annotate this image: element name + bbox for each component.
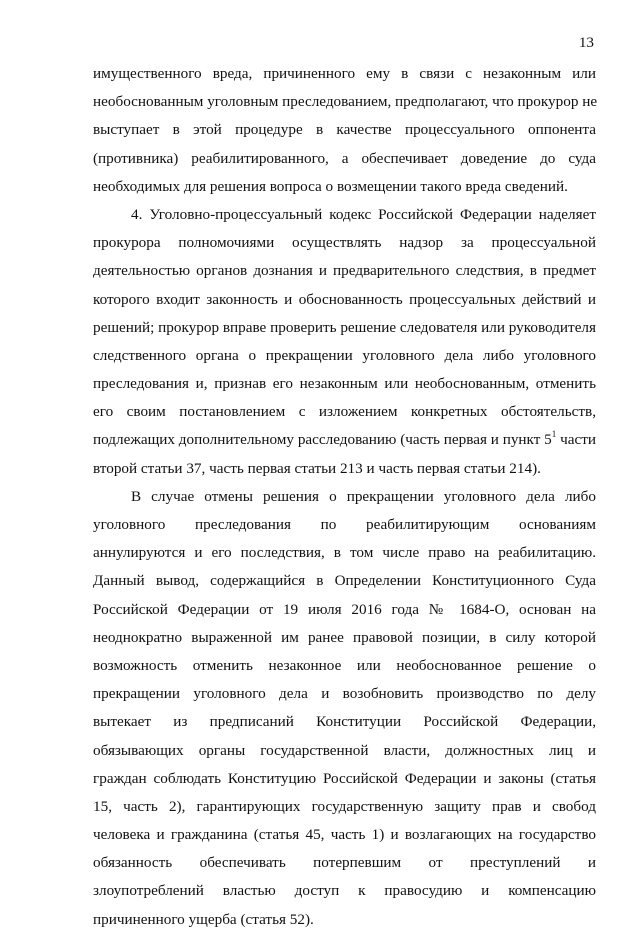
text-line: прокурора полномочиями осуществлять надзор за процессуальной	[93, 234, 596, 252]
text-line: необоснованным уголовным преследованием, предполагают, что прокурор не	[93, 93, 598, 111]
text-line: граждан соблюдать Конституцию Российской Федерации и законы (статья	[93, 769, 596, 787]
text-line: В случае отмены решения о прекращении уголовного дела либо	[131, 487, 596, 505]
text-line: выступает в этой процедуре в качестве процессуального оппонента	[93, 121, 596, 139]
superscript: 1	[551, 429, 557, 440]
text-line: второй статьи 37, часть первая статьи 213 и часть первая статьи 214).	[93, 459, 541, 477]
text-line: деятельностью органов дознания и предварительного следствия, в предмет	[93, 262, 596, 280]
text-line: преследования и, признав его незаконным или необоснованным, отменить	[93, 375, 596, 393]
text-line: злоупотреблений властью доступ к правосудию и компенсацию	[93, 882, 596, 900]
text-line: обязывающих органы государственной власти, должностных лиц и	[93, 741, 596, 759]
text-line: неоднократно выраженной им ранее правовой позиции, в силу которой	[93, 628, 596, 646]
paragraph-3	[93, 483, 596, 934]
text-line: Российской Федерации от 19 июля 2016 года № 1684-О, основан на	[93, 600, 596, 618]
text-line: решений; прокурор вправе проверить решение следователя или руководителя	[93, 318, 596, 336]
text-line: имущественного вреда, причиненного ему в связи с незаконным или	[93, 65, 596, 82]
text-line: вытекает из предписаний Конституции Российской Федерации,	[93, 713, 596, 731]
page-number: 13	[578, 34, 594, 51]
paragraph-1	[93, 60, 596, 201]
text-line: следственного органа о прекращении уголовного дела либо уголовного	[93, 346, 596, 364]
text-line: возможность отменить незаконное или необоснованное решение о	[93, 656, 596, 674]
body-text	[93, 60, 596, 934]
text-line: человека и гражданина (статья 45, часть 1) и возлагающих на государство	[93, 826, 596, 844]
text-line: прекращении уголовного дела и возобновить производство по делу	[93, 685, 596, 703]
text-line: необходимых для решения вопроса о возмещении такого вреда сведений.	[93, 177, 568, 195]
text-line: уголовного преследования по реабилитирующим основаниям	[93, 516, 596, 533]
text-line-with-superscript	[93, 426, 596, 454]
paragraph-2	[93, 201, 596, 483]
text-line: обязанность обеспечивать потерпевшим от преступлений и	[93, 854, 596, 872]
text-line: Данный вывод, содержащийся в Определении Конституционного Суда	[93, 572, 596, 590]
text-line: его своим постановлением с изложением конкретных обстоятельств,	[93, 403, 596, 421]
text-line: причиненного ущерба (статья 52).	[93, 910, 314, 928]
text-fragment: подлежащих дополнительному расследованию (часть первая и пункт 5	[93, 431, 552, 449]
text-line: которого входит законность и обоснованность процессуальных действий и	[93, 290, 596, 308]
text-fragment: части	[556, 431, 596, 449]
text-line: 15, часть 2), гарантирующих государственную защиту прав и свобод	[93, 797, 596, 815]
text-line: (противника) реабилитированного, а обеспечивает доведение до суда	[93, 149, 596, 167]
text-line: аннулируются и его последствия, в том числе право на реабилитацию.	[93, 544, 596, 562]
text-line: 4. Уголовно-процессуальный кодекс Российской Федерации наделяет	[131, 205, 596, 223]
